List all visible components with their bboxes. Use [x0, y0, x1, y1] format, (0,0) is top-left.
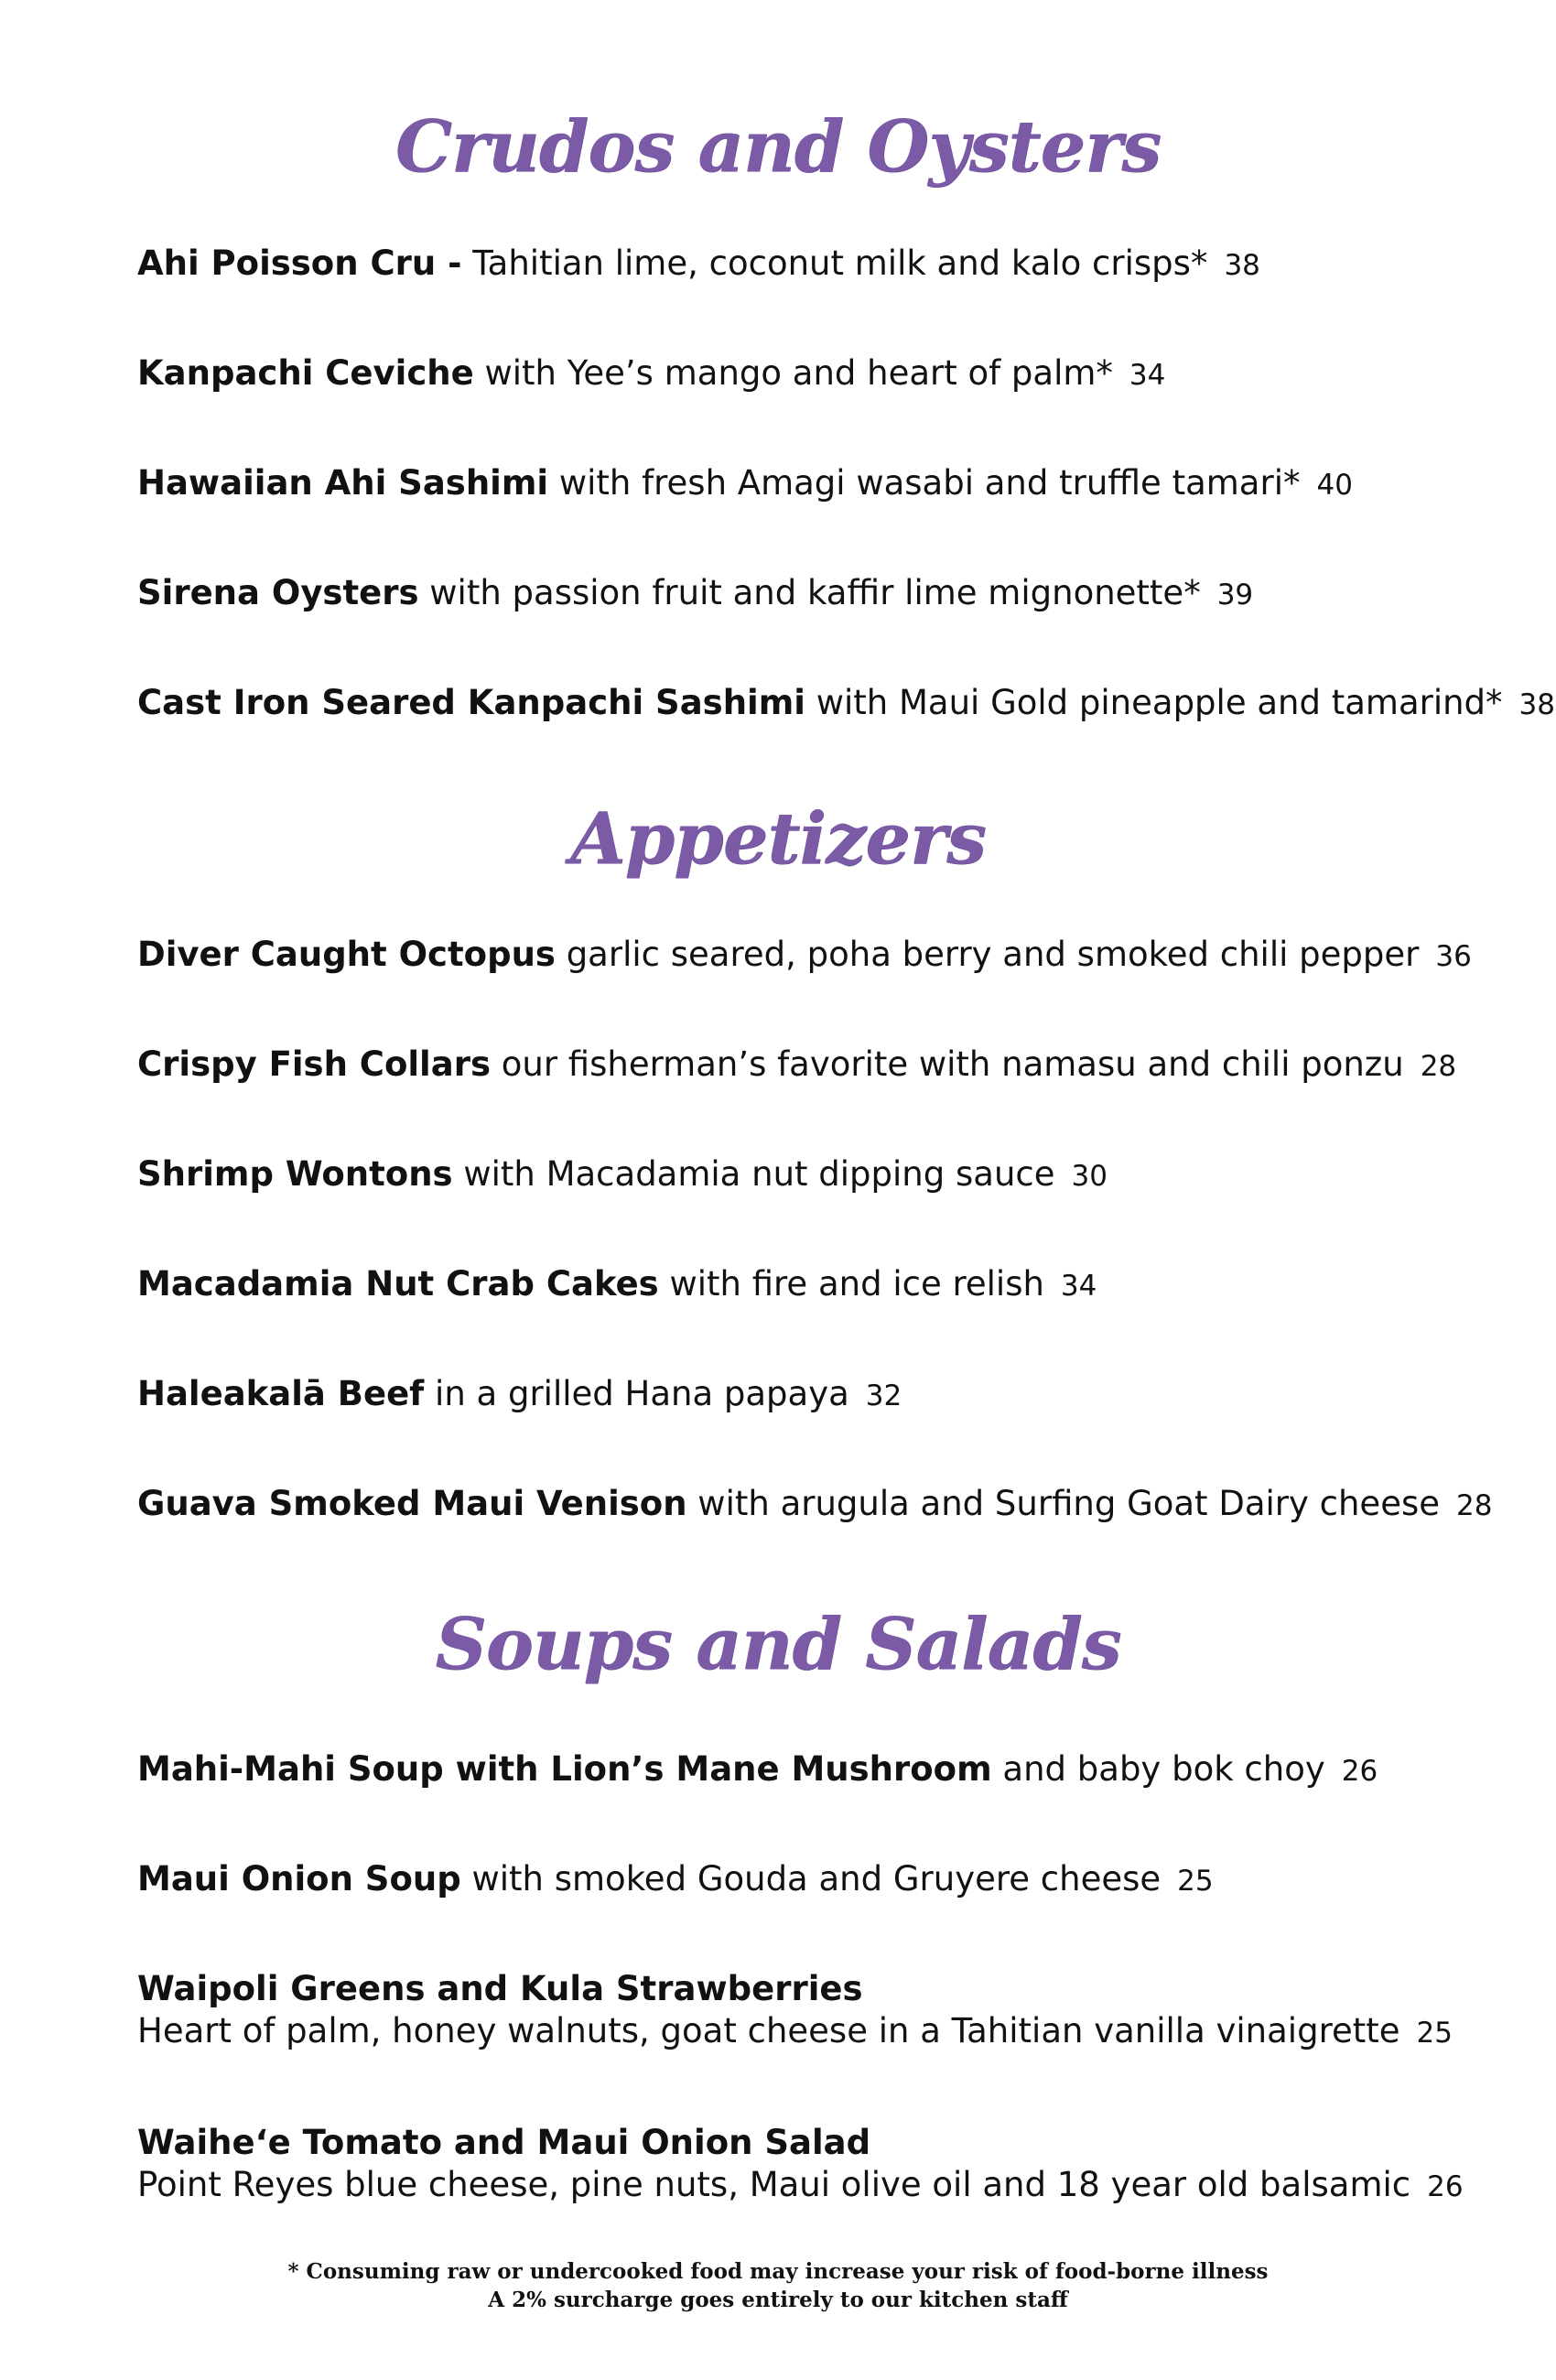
item-description: Point Reyes blue cheese, pine nuts, Maui olive oil and 18 year old balsamic [137, 2165, 1411, 2204]
item-name: Kanpachi Ceviche [137, 353, 474, 393]
item-name: Guava Smoked Maui Venison [137, 1484, 687, 1523]
footnote-raw-food-warning: * Consuming raw or undercooked food may increase your risk of food-borne illness [287, 2259, 1269, 2284]
menu-item-waipoli-greens [137, 1968, 1464, 2054]
footnote-surcharge: A 2% surcharge goes entirely to our kitchen staff [488, 2288, 1068, 2312]
item-price: 25 [1177, 1865, 1214, 1898]
item-price: 39 [1216, 579, 1254, 611]
item-price: 28 [1456, 1489, 1493, 1522]
item-price: 30 [1071, 1160, 1108, 1193]
menu-item-diver-caught-octopus [137, 934, 1472, 978]
menu-item-ahi-poisson-cru [137, 243, 1464, 287]
menu-item-sirena-oysters [137, 572, 1464, 616]
footnote [0, 2257, 1556, 2314]
item-description: Heart of palm, honey walnuts, goat cheese in a Tahitian vanilla vinaigrette [137, 2011, 1400, 2050]
section-title-crudos-oysters: Crudos and Oysters [394, 105, 1162, 189]
item-description: our fisherman’s favorite with namasu and chili ponzu [490, 1044, 1404, 1084]
item-price: 26 [1341, 1755, 1378, 1788]
item-description: Tahitian lime, coconut milk and kalo crisps* [461, 243, 1208, 283]
item-name: Maui Onion Soup [137, 1859, 461, 1899]
item-name: Diver Caught Octopus [137, 935, 556, 974]
item-description: with smoked Gouda and Gruyere cheese [460, 1859, 1162, 1899]
menu-item-macadamia-crab-cakes [137, 1263, 1464, 1307]
section-title-soups-salads: Soups and Salads [435, 1603, 1121, 1686]
item-price: 38 [1224, 249, 1260, 282]
menu-item-maui-onion-soup [137, 1858, 1464, 1902]
menu-item-haleakala-beef [137, 1373, 1464, 1417]
item-name: Waipoli Greens and Kula Strawberries [137, 1969, 863, 2008]
item-price: 25 [1416, 2017, 1453, 2050]
item-description: with fresh Amagi wasabi and truffle tamari* [548, 463, 1301, 503]
menu-item-guava-smoked-venison [137, 1483, 1493, 1527]
item-price: 38 [1518, 688, 1555, 721]
menu-item-crispy-fish-collars [137, 1044, 1464, 1087]
item-price: 36 [1435, 940, 1472, 973]
item-name: Shrimp Wontons [137, 1154, 453, 1194]
menu-item-shrimp-wontons [137, 1153, 1464, 1197]
item-name: Crispy Fish Collars [137, 1044, 491, 1084]
item-price: 34 [1129, 359, 1166, 392]
menu-item-cast-iron-kanpachi [137, 682, 1555, 726]
item-name: Waihe‘e Tomato and Maui Onion Salad [137, 2123, 871, 2162]
menu-item-hawaiian-ahi-sashimi [137, 462, 1464, 506]
menu-item-mahi-mahi-soup [137, 1748, 1464, 1792]
item-description: with Macadamia nut dipping sauce [452, 1154, 1055, 1194]
item-description: in a grilled Hana papaya [424, 1374, 849, 1413]
item-description: with passion fruit and kaffir lime mignonette* [418, 573, 1201, 612]
menu-item-waihee-tomato-salad [137, 2122, 1464, 2208]
item-name: Macadamia Nut Crab Cakes [137, 1264, 659, 1304]
item-name: Mahi-Mahi Soup with Lion’s Mane Mushroom [137, 1749, 992, 1789]
item-price: 28 [1420, 1050, 1457, 1083]
menu-item-kanpachi-ceviche [137, 352, 1464, 396]
item-name: Ahi Poisson Cru - [137, 243, 462, 283]
item-description: with fire and ice relish [658, 1264, 1044, 1304]
section-title-appetizers: Appetizers [570, 797, 986, 881]
item-description: with arugula and Surfing Goat Dairy cheese [686, 1484, 1441, 1523]
item-name: Haleakalā Beef [137, 1374, 425, 1413]
item-name: Sirena Oysters [137, 573, 419, 612]
item-name: Hawaiian Ahi Sashimi [137, 463, 549, 503]
item-price: 32 [865, 1379, 902, 1412]
item-description: with Maui Gold pineapple and tamarind* [805, 683, 1503, 722]
item-name: Cast Iron Seared Kanpachi Sashimi [137, 683, 805, 722]
item-price: 34 [1060, 1270, 1097, 1303]
item-price: 40 [1316, 469, 1353, 502]
item-description: with Yee’s mango and heart of palm* [473, 353, 1113, 393]
item-description: garlic seared, poha berry and smoked chili pepper [555, 935, 1420, 974]
item-price: 26 [1427, 2170, 1464, 2203]
item-description: and baby bok choy [991, 1749, 1325, 1789]
